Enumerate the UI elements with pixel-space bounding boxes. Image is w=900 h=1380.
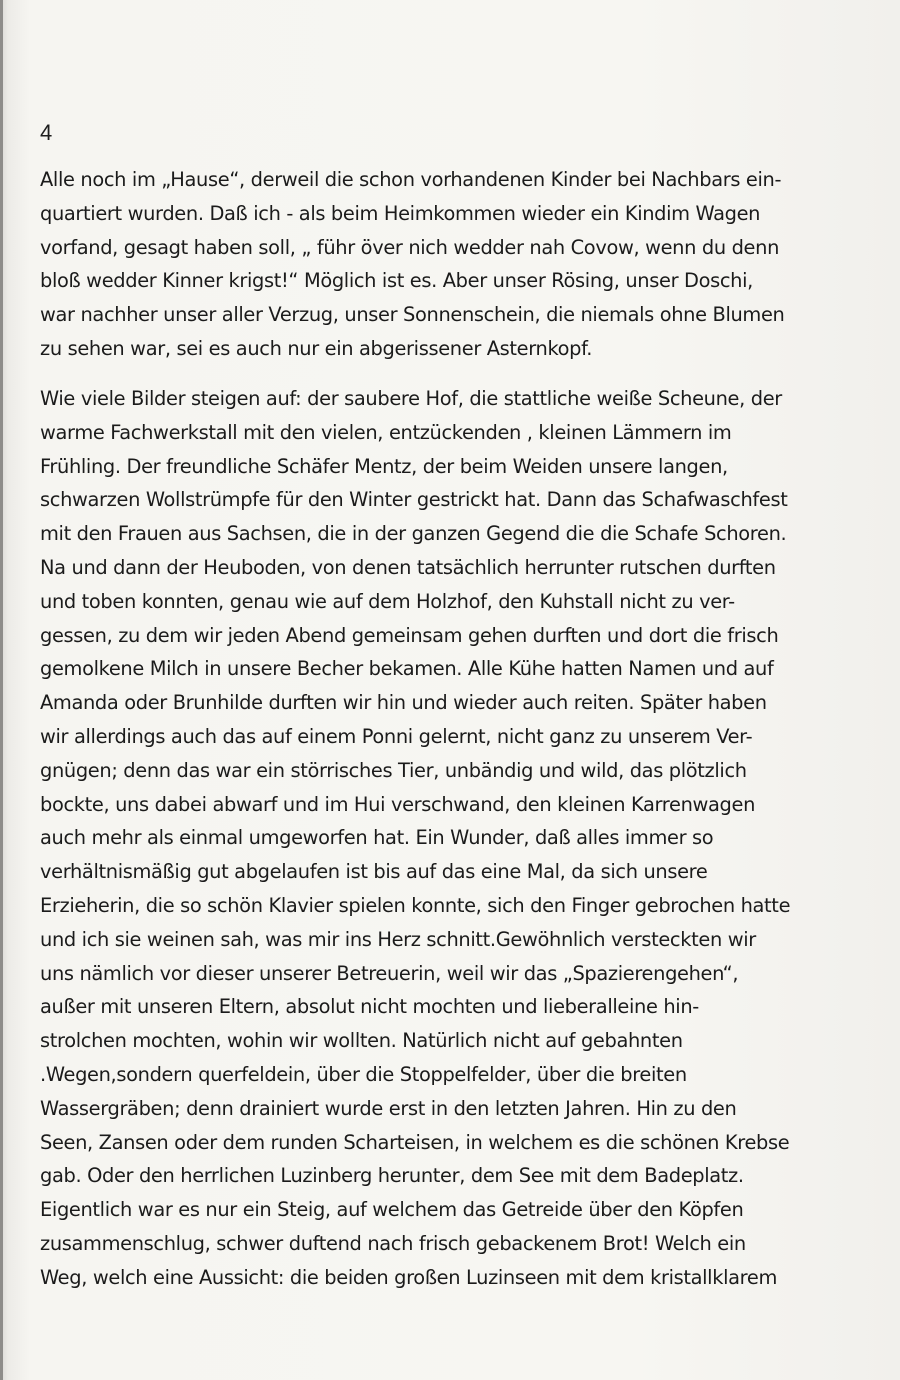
text-line: vorfand, gesagt haben soll, „ führ över nich wedder nah Covow, wenn du denn — [40, 235, 780, 259]
text-line: Wie viele Bilder steigen auf: der saubere Hof, die stattliche weiße Scheune, der — [40, 387, 782, 410]
text-line: bockte, uns dabei abwarf und im Hui verschwand, den kleinen Karrenwagen — [40, 792, 756, 816]
text-line: schwarzen Wollstrümpfe für den Winter gestrickt hat. Dann das Schafwaschfest — [40, 488, 788, 512]
text-line: verhältnismäßig gut abgelaufen ist bis auf das eine Mal, da sich unsere — [40, 860, 708, 884]
page-number: 4 — [40, 120, 53, 145]
text-line: zusammenschlug, schwer duftend nach frisch gebackenem Brot! Welch ein — [40, 1232, 746, 1255]
text-line: quartiert wurden. Daß ich - als beim Heimkommen wieder ein Kindim Wagen — [40, 201, 761, 225]
text-line: gab. Oder den herrlichen Luzinberg herunter, dem See mit dem Badeplatz. — [40, 1164, 744, 1188]
text-line: außer mit unseren Eltern, absolut nicht mochten und lieberalleine hin- — [40, 995, 699, 1019]
text-line: gessen, zu dem wir jeden Abend gemeinsam gehen durften und dort die frisch — [40, 623, 779, 647]
text-line: Alle noch im „Hause“, derweil die schon vorhandenen Kinder bei Nachbars ein- — [40, 168, 782, 191]
text-line: Amanda oder Brunhilde durften wir hin und wieder auch reiten. Später haben — [40, 691, 767, 715]
text-line: warme Fachwerkstall mit den vielen, entzückenden , kleinen Lämmern im — [40, 420, 732, 444]
text-line: .Wegen,sondern querfeldein, über die Stoppelfelder, über die breiten — [40, 1063, 687, 1086]
text-line: uns nämlich vor dieser unserer Betreuerin, weil wir das „Spazierengehen“, — [40, 961, 739, 985]
text-line: war nachher unser aller Verzug, unser Sonnenschein, die niemals ohne Blumen — [40, 303, 785, 327]
text-line: wir allerdings auch das auf einem Ponni gelernt, nicht ganz zu unserem Ver- — [40, 725, 753, 748]
text-line: mit den Frauen aus Sachsen, die in der ganzen Gegend die die Schafe Schoren. — [40, 522, 787, 546]
text-line: zu sehen war, sei es auch nur ein abgerissener Asternkopf. — [40, 337, 593, 360]
text-line: bloß wedder Kinner krigst!“ Möglich ist es. Aber unser Rösing, unser Doschi, — [40, 269, 753, 293]
text-line: und ich sie weinen sah, was mir ins Herz schnitt.Gewöhnlich versteckten wir — [40, 927, 756, 951]
text-line: strolchen mochten, wohin wir wollten. Natürlich nicht auf gebahnten — [40, 1029, 683, 1053]
text-line: Na und dann der Heuboden, von denen tatsächlich herrunter rutschen durften — [40, 556, 776, 579]
text-line: Erzieherin, die so schön Klavier spielen konnte, sich den Finger gebrochen hatte — [40, 894, 791, 917]
text-line: Eigentlich war es nur ein Steig, auf welchem das Getreide über den Köpfen — [40, 1198, 744, 1222]
text-line: gemolkene Milch in unsere Becher bekamen. Alle Kühe hatten Namen und auf — [40, 657, 774, 681]
text-line: und toben konnten, genau wie auf dem Holzhof, den Kuhstall nicht zu ver- — [40, 589, 735, 613]
text-line: Weg, welch eine Aussicht: die beiden großen Luzinseen mit dem kristallklarem — [40, 1265, 777, 1289]
text-line: Wassergräben; denn drainiert wurde erst in den letzten Jahren. Hin zu den — [40, 1096, 737, 1120]
text-line: Frühling. Der freundliche Schäfer Mentz, der beim Weiden unsere langen, — [40, 454, 728, 478]
text-line: auch mehr als einmal umgeworfen hat. Ein Wunder, daß alles immer so — [40, 826, 714, 850]
page-edge-shadow — [0, 0, 3, 1380]
text-line: Seen, Zansen oder dem runden Scharteisen, in welchem es die schönen Krebse — [40, 1130, 790, 1154]
text-line: gnügen; denn das war ein störrisches Tier, unbändig und wild, das plötzlich — [40, 758, 747, 782]
